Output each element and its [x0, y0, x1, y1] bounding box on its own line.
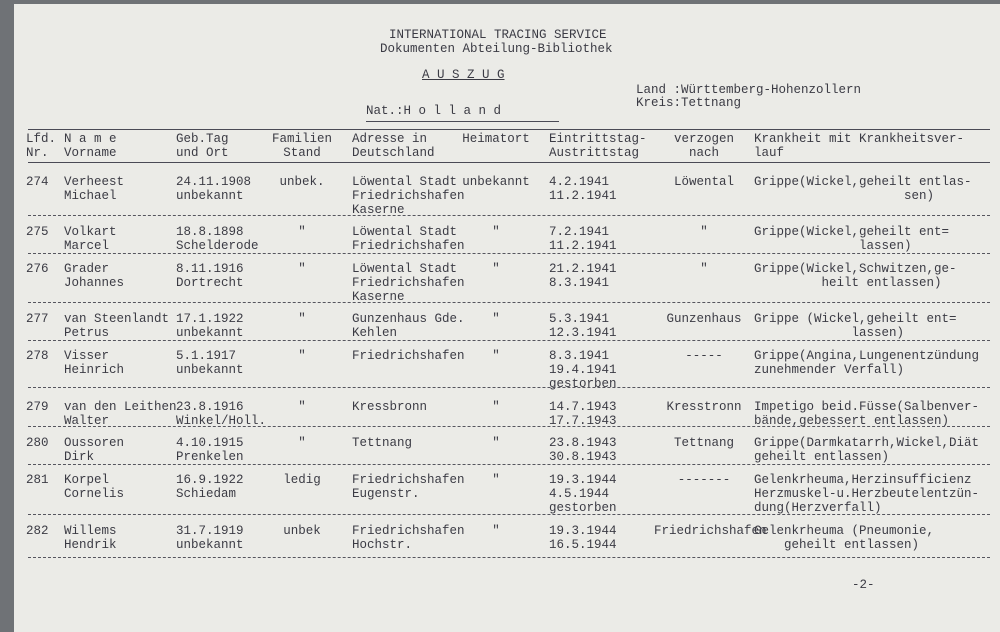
cell-geb-tag-ort: 24.11.1908 unbekannt	[176, 175, 252, 203]
cell-eintritt-austritt: 19.3.1944 4.5.1944 gestorben	[549, 473, 617, 515]
row-separator	[28, 340, 990, 341]
cell-lfd-nr: 279	[26, 400, 49, 414]
cell-heimatort: "	[492, 473, 500, 487]
cell-heimatort: "	[492, 312, 500, 326]
row-separator	[28, 215, 990, 216]
org-title: INTERNATIONAL TRACING SERVICE	[389, 28, 607, 42]
cell-krankheit: Grippe(Darmkatarrh,Wickel,Diät geheilt entlassen)	[754, 436, 980, 464]
cell-eintritt-austritt: 21.2.1941 8.3.1941	[549, 262, 617, 290]
header-bottom-rule	[28, 162, 990, 163]
cell-krankheit: Impetigo beid.Füsse(Salbenver- bände,gebessert entlassen)	[754, 400, 980, 428]
cell-eintritt-austritt: 5.3.1941 12.3.1941	[549, 312, 617, 340]
cell-lfd-nr: 281	[26, 473, 49, 487]
cell-adresse: Löwental Stadt Friedrichshafen Kaserne	[352, 262, 465, 304]
cell-name: van Steenlandt Petrus	[64, 312, 170, 340]
nationality: Nat.:H o l l a n d	[366, 104, 502, 118]
cell-heimatort: unbekannt	[462, 175, 530, 189]
cell-heimatort: "	[492, 225, 500, 239]
cell-familien-stand: unbek	[283, 524, 321, 538]
cell-geb-tag-ort: 4.10.1915 Prenkelen	[176, 436, 244, 464]
row-separator	[28, 557, 990, 558]
cell-adresse: Gunzenhaus Gde. Kehlen	[352, 312, 465, 340]
kreis: Kreis:Tettnang	[636, 96, 742, 110]
row-separator	[28, 302, 990, 303]
cell-krankheit: Grippe (Wickel,geheilt ent= lassen)	[754, 312, 957, 340]
cell-adresse: Tettnang	[352, 436, 413, 450]
cell-krankheit: Grippe(Angina,Lungenentzündung zunehmender Verfall)	[754, 349, 980, 377]
cell-krankheit: Gelenkrheuma (Pneumonie, geheilt entlassen)	[754, 524, 935, 552]
cell-verzogen-nach: -------	[677, 473, 731, 487]
cell-verzogen-nach: Kresstronn	[666, 400, 742, 414]
cell-geb-tag-ort: 5.1.1917 unbekannt	[176, 349, 244, 377]
column-header-verzogen-nach: verzogen nach	[673, 132, 734, 160]
cell-verzogen-nach: Löwental	[673, 175, 734, 189]
nationality-underline	[366, 121, 559, 122]
cell-familien-stand: "	[298, 312, 306, 326]
cell-lfd-nr: 280	[26, 436, 49, 450]
cell-lfd-nr: 274	[26, 175, 49, 189]
cell-name: van den Leithen Walter	[64, 400, 177, 428]
cell-familien-stand: "	[298, 349, 306, 363]
cell-verzogen-nach: Friedrichshafen	[654, 524, 767, 538]
cell-familien-stand: unbek.	[279, 175, 325, 189]
cell-eintritt-austritt: 19.3.1944 16.5.1944	[549, 524, 617, 552]
cell-adresse: Friedrichshafen	[352, 349, 465, 363]
land: Land :Württemberg-Hohenzollern	[636, 83, 862, 97]
cell-name: Willems Hendrik	[64, 524, 117, 552]
column-header-lfd-nr: Lfd. Nr.	[26, 132, 57, 160]
cell-geb-tag-ort: 31.7.1919 unbekannt	[176, 524, 244, 552]
cell-verzogen-nach: "	[700, 262, 708, 276]
cell-eintritt-austritt: 14.7.1943 17.7.1943	[549, 400, 617, 428]
column-header-name: N a m e Vorname	[64, 132, 117, 160]
cell-adresse: Kressbronn	[352, 400, 428, 414]
cell-name: Volkart Marcel	[64, 225, 117, 253]
cell-eintritt-austritt: 23.8.1943 30.8.1943	[549, 436, 617, 464]
cell-lfd-nr: 278	[26, 349, 49, 363]
cell-geb-tag-ort: 8.11.1916 Dortrecht	[176, 262, 244, 290]
cell-verzogen-nach: Tettnang	[673, 436, 734, 450]
cell-lfd-nr: 275	[26, 225, 49, 239]
cell-lfd-nr: 277	[26, 312, 49, 326]
cell-verzogen-nach: "	[700, 225, 708, 239]
row-separator	[28, 253, 990, 254]
cell-name: Grader Johannes	[64, 262, 125, 290]
cell-geb-tag-ort: 18.8.1898 Schelderode	[176, 225, 259, 253]
row-separator	[28, 464, 990, 465]
cell-eintritt-austritt: 4.2.1941 11.2.1941	[549, 175, 617, 203]
cell-krankheit: Grippe(Wickel,geheilt ent= lassen)	[754, 225, 950, 253]
cell-eintritt-austritt: 7.2.1941 11.2.1941	[549, 225, 617, 253]
cell-adresse: Löwental Stadt Friedrichshafen	[352, 225, 465, 253]
row-separator	[28, 387, 990, 388]
row-separator	[28, 514, 990, 515]
cell-heimatort: "	[492, 262, 500, 276]
cell-geb-tag-ort: 16.9.1922 Schiedam	[176, 473, 244, 501]
cell-familien-stand: "	[298, 400, 306, 414]
cell-verzogen-nach: -----	[685, 349, 723, 363]
column-header-eintritt-austritt: Eintrittstag- Austrittstag	[549, 132, 647, 160]
row-separator	[28, 426, 990, 427]
cell-familien-stand: "	[298, 436, 306, 450]
department: Dokumenten Abteilung-Bibliothek	[380, 42, 613, 56]
cell-familien-stand: "	[298, 262, 306, 276]
cell-geb-tag-ort: 17.1.1922 unbekannt	[176, 312, 244, 340]
column-header-heimatort: Heimatort	[462, 132, 530, 146]
column-header-adresse: Adresse in Deutschland	[352, 132, 435, 160]
column-header-geb-tag-ort: Geb.Tag und Ort	[176, 132, 229, 160]
cell-familien-stand: "	[298, 225, 306, 239]
cell-adresse: Friedrichshafen Hochstr.	[352, 524, 465, 552]
cell-heimatort: "	[492, 400, 500, 414]
cell-verzogen-nach: Gunzenhaus	[666, 312, 742, 326]
cell-name: Visser Heinrich	[64, 349, 125, 377]
document-type: A U S Z U G	[422, 68, 505, 82]
cell-heimatort: "	[492, 524, 500, 538]
cell-name: Oussoren Dirk	[64, 436, 125, 464]
cell-heimatort: "	[492, 349, 500, 363]
column-header-krankheit: Krankheit mit Krankheitsver- lauf	[754, 132, 965, 160]
cell-familien-stand: ledig	[283, 473, 321, 487]
cell-lfd-nr: 276	[26, 262, 49, 276]
cell-name: Korpel Cornelis	[64, 473, 125, 501]
cell-lfd-nr: 282	[26, 524, 49, 538]
column-header-familien-stand: Familien Stand	[271, 132, 332, 160]
cell-heimatort: "	[492, 436, 500, 450]
cell-geb-tag-ort: 23.8.1916 Winkel/Holl.	[176, 400, 267, 428]
cell-krankheit: Grippe(Wickel,geheilt entlas- sen)	[754, 175, 972, 203]
page-number: -2-	[852, 578, 875, 592]
cell-krankheit: Gelenkrheuma,Herzinsufficienz Herzmuskel-u.Herzbeutelentzün- dung(Herzverfall)	[754, 473, 980, 515]
cell-adresse: Löwental Stadt Friedrichshafen Kaserne	[352, 175, 465, 217]
cell-eintritt-austritt: 8.3.1941 19.4.1941 gestorben	[549, 349, 617, 391]
cell-krankheit: Grippe(Wickel,Schwitzen,ge- heilt entlassen)	[754, 262, 957, 290]
cell-adresse: Friedrichshafen Eugenstr.	[352, 473, 465, 501]
cell-name: Verheest Michael	[64, 175, 125, 203]
document-page	[14, 4, 1000, 632]
header-top-rule	[28, 129, 990, 130]
